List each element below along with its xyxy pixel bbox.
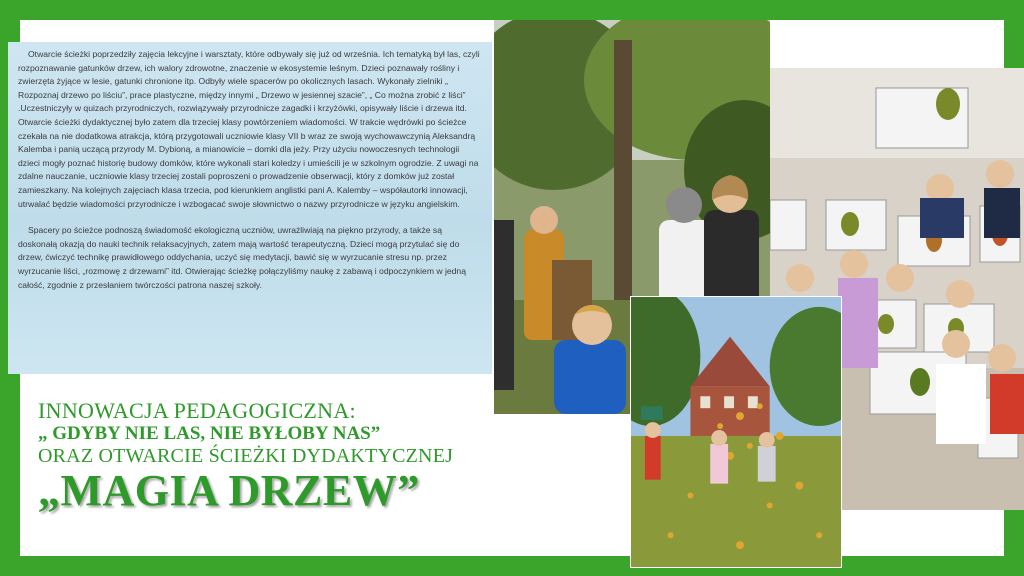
title-line-3: ORAZ OTWARCIE ŚCIEŻKI DYDAKTYCZNEJ [38,445,454,467]
title-line-1: INNOWACJA PEDAGOGICZNA: [38,398,356,423]
description-paragraph-2: Spacery po ścieżce podnoszą świadomość ekologiczną uczniów, uwrażliwiają na piękno przyrody, a także są doskonałą okazją do nauki technik relaksacyjnych, zatem mają wartość terapeutyczną. Dzieci mogą przytulać się do drzew, ćwiczyć technikę prawidłowego oddychania, uczyć się medytacji, bawić się w wyrzucanie stresu np. przez wyrzucanie liści, „rozmowę z drzewami” itd. Otwierając ścieżkę połączyliśmy naukę z zabawą i odpoczynkiem w jedną całość, zgodnie z przesłaniem twórczości patrona naszej szkoły. [18,225,466,290]
title-line-4: „MAGIA DRZEW” [38,466,420,515]
description-textbox [8,42,492,374]
description-paragraph-1: Otwarcie ścieżki poprzedziły zajęcia lekcyjne i warsztaty, które odbywały się już od września. Ich tematyką był las, czyli rozpoznawanie gatunków drzew, ich walory zdrowotne, znaczenie w ekosystemie leśnym. Dzieci poznawały rośliny i zwierzęta żyjące w lesie, gatunki chronione itp. Odbyły wiele spacerów po okolicznych lasach. Wykonały zielniki „ Rozpoznaj drzewo po liściu”, prace plastyczne, między innymi „ Drzewo w jesiennej szacie”, „ Co można zrobić z liści” .Uczestniczyły w quizach przyrodniczych, rozwiązywały przyrodnicze zagadki i krzyżówki, opisywały liście i drzewa itd. Otwarcie ścieżki dydaktycznej było zatem dla trzeciej klasy powtórzeniem wiadomości. W trakcie wędrówki po ścieżce czekała na nie dodatkowa atrakcja, którą przygotowali uczniowie klasy VII b wraz ze swoją wychowawczynią Aleksandrą Kalemba i panią uczącą przyrody M. Dybioną, a mianowicie – domki dla jeży. Przy użyciu nowoczesnych technologii dzieci mogły poznać historię budowy domków, które wykonali stari koledzy i umieścili je w szkolnym ogrodzie. Z uwagi na zdalne nauczanie, uczniowie klasy trzeciej zostali poproszeni o prowadzenie obserwacji, który z domków już został zamieszkany. Na kolejnych zajęciach klasa trzecia, pod kierunkiem anglistki pani A. Kalemby – współautorki innowacji, utrwalać będzie wiadomości przyrodnicze i wzbogacać swoje słownictwo o nazwy przyrodnicze w języku angielskim. [18,49,480,209]
photo-autumn-leaves-schoolyard [630,296,842,568]
slide-title [38,398,638,514]
title-line-2: „ GDYBY NIE LAS, NIE BYŁOBY NAS” [38,423,381,444]
